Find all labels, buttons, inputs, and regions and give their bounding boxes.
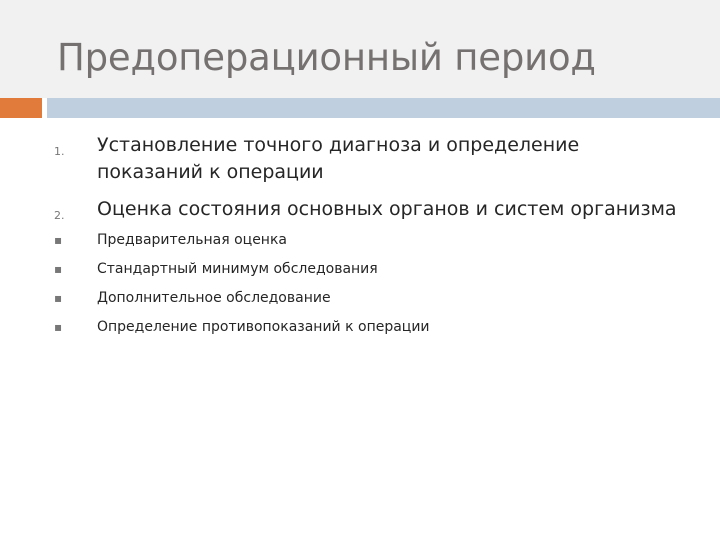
bullet-icon: ▪ bbox=[54, 262, 63, 276]
bullet-icon: ▪ bbox=[54, 320, 63, 334]
slide-title: Предоперационный период bbox=[57, 36, 596, 79]
list-number: 2. bbox=[54, 209, 65, 222]
list-number: 1. bbox=[54, 145, 65, 158]
list-item-line: показаний к операции bbox=[97, 161, 324, 183]
bullet-icon: ▪ bbox=[54, 291, 63, 305]
list-item-text: Предварительная оценка bbox=[97, 232, 287, 248]
list-item-text: Стандартный минимум обследования bbox=[97, 261, 378, 277]
list-item-text: Дополнительное обследование bbox=[97, 290, 331, 306]
bullet-icon: ▪ bbox=[54, 233, 63, 247]
list-item-text: Оценка состояния основных органов и систем организма bbox=[97, 198, 677, 220]
list-item-text: Определение противопоказаний к операции bbox=[97, 319, 430, 335]
list-item-line: Установление точного диагноза и определение bbox=[97, 134, 580, 156]
list-item-text bbox=[97, 132, 579, 186]
